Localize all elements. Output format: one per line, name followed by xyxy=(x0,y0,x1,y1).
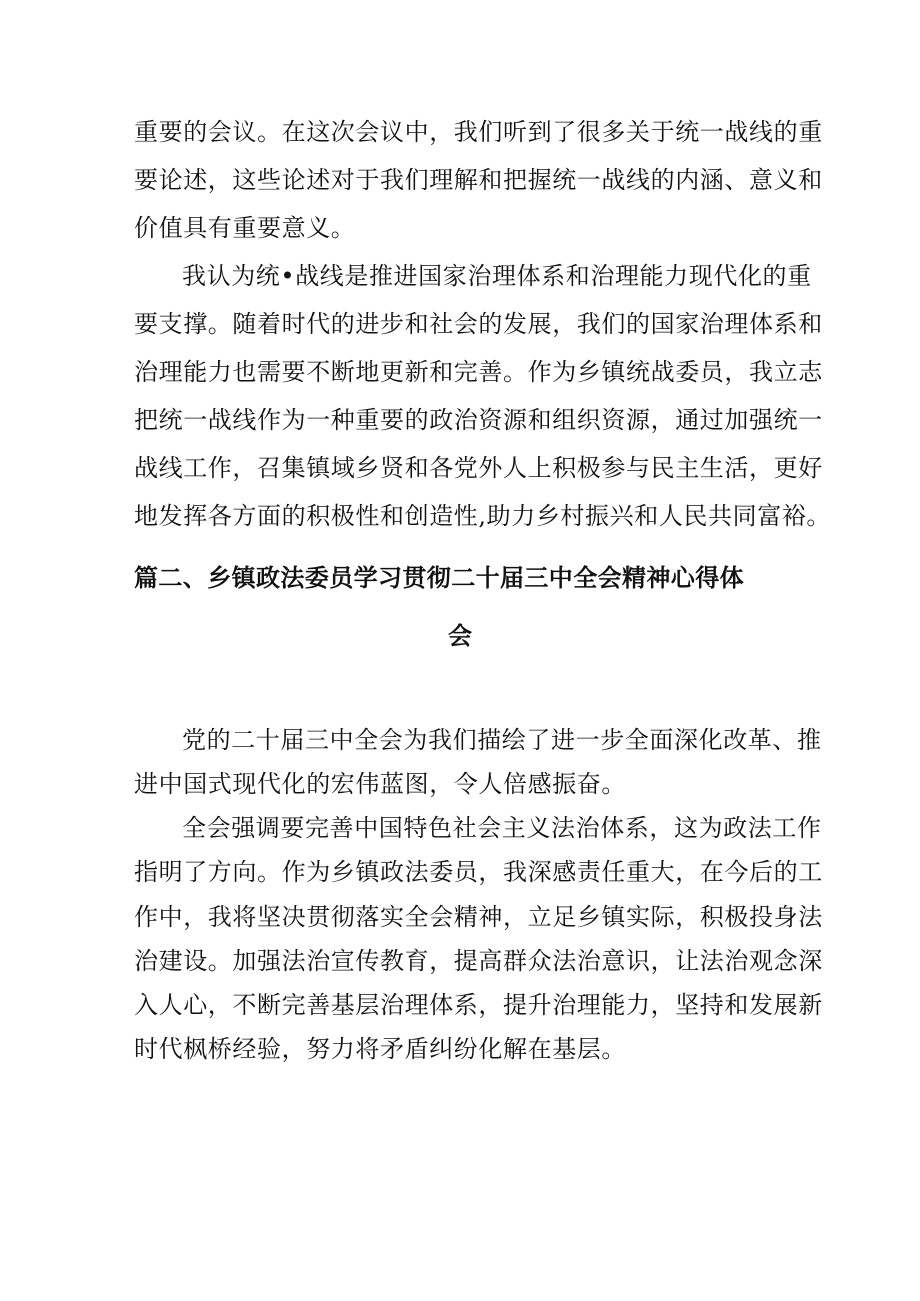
text-line: 战线工作，召集镇域乡贤和各党外人上积极参与民主生活，更好 xyxy=(134,454,823,482)
text-line: 指明了方向。作为乡镇政法委员，我深感责任重大，在今后的工 xyxy=(134,858,823,886)
text-line: 我认为统•战线是推进国家治理体系和治理能力现代化的重 xyxy=(182,262,812,290)
text-line: 全会强调要完善中国特色社会主义法治体系，这为政法工作 xyxy=(182,814,822,842)
text-line: 地发挥各方面的积极性和创造性,助力乡村振兴和人民共同富裕。 xyxy=(134,502,832,530)
text-line: 治理能力也需要不断地更新和完善。作为乡镇统战委员，我立志 xyxy=(134,358,823,386)
text-line: 要支撑。随着时代的进步和社会的发展，我们的国家治理体系和 xyxy=(134,310,823,338)
text-line: 进中国式现代化的宏伟蓝图，令人倍感振奋。 xyxy=(134,770,626,798)
text-line: 治建设。加强法治宣传教育，提高群众法治意识，让法治观念深 xyxy=(134,947,823,975)
heading-line-1: 篇二、乡镇政法委员学习贯彻二十届三中全会精神心得体 xyxy=(134,564,744,592)
text-line: 入人心，不断完善基层治理体系，提升治理能力，坚持和发展新 xyxy=(134,991,823,1019)
text-line: 价值具有重要意义。 xyxy=(134,214,356,242)
heading-line-2: 会 xyxy=(448,622,473,650)
text-line: 作中，我将坚决贯彻落实全会精神，立足乡镇实际，积极投身法 xyxy=(134,903,823,931)
text-line: 要论述，这些论述对于我们理解和把握统一战线的内涵、意义和 xyxy=(134,166,823,194)
text-line: 党的二十届三中全会为我们描绘了进一步全面深化改革、推 xyxy=(182,726,822,754)
text-line: 把统一战线作为一种重要的政治资源和组织资源，通过加强统一 xyxy=(134,406,823,434)
text-line: 时代枫桥经验，努力将矛盾纠纷化解在基层。 xyxy=(134,1035,626,1063)
text-line: 重要的会议。在这次会议中，我们听到了很多关于统一战线的重 xyxy=(134,118,823,146)
